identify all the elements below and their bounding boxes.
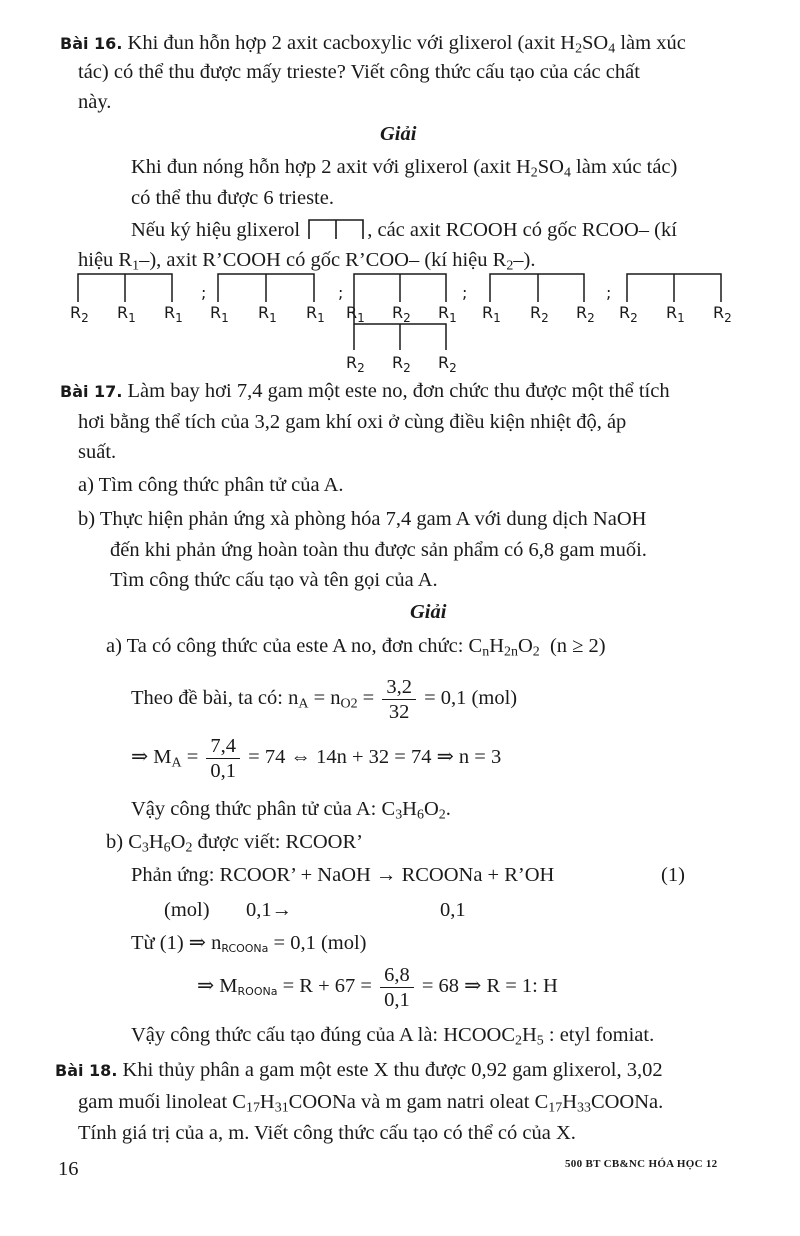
- diagram-g4-1: $R_2$: [530, 303, 549, 325]
- equation-molar-mass: ⇒ $M_A$ = $\frac{7,4}{0,1}$ = 74 ⇔ 14n + 32 = 74 ⇒ n = 3: [131, 734, 502, 782]
- diagram-g5-0: $R_2$: [619, 303, 638, 325]
- problem-18-line-1: Bài 18. Khi thủy phân a gam một este X thu được 0,92 gam glixerol, 3,02: [55, 1059, 663, 1081]
- molecular-formula-line: Vậy công thức phân tử của A: $C_3H_6O_2$.: [131, 798, 451, 823]
- problem-16-label: Bài 16.: [60, 34, 123, 53]
- mol-label: (mol): [164, 899, 210, 921]
- diagram-g6-2: $R_2$: [438, 353, 457, 375]
- fraction-mass: $\frac{7,4}{0,1}$: [206, 734, 240, 783]
- problem-17-line-2: hơi bằng thể tích của 3,2 gam khí oxi ở cùng điều kiện nhiệt độ, áp: [78, 411, 627, 433]
- problem-17-part-b-2: đến khi phản ứng hoàn toàn thu được sản phẩm có 6,8 gam muối.: [110, 539, 647, 561]
- diagram-g1-2: $R_1$: [164, 303, 183, 325]
- problem-17-line-1: Bài 17. Làm bay hơi 7,4 gam một este no, đơn chức thu được một thể tích: [60, 380, 670, 402]
- diagram-sep-1: ;: [201, 283, 207, 302]
- mol-value-1: 0,1→: [246, 899, 293, 921]
- solution-17-heading: Giải: [410, 601, 447, 623]
- fraction-salt: $\frac{6,8}{0,1}$: [380, 963, 414, 1012]
- problem-17-part-b-1: b) Thực hiện phản ứng xà phòng hóa 7,4 gam A với dung dịch NaOH: [78, 508, 647, 530]
- book-title: 500 BT CB&NC HÓA HỌC 12: [565, 1158, 718, 1170]
- problem-16-line-3: này.: [78, 91, 112, 113]
- reaction-line: Phản ứng: RCOOR’ + NaOH → RCOONa + R’OH: [131, 864, 555, 886]
- diagram-g4-0: $R_1$: [482, 303, 501, 325]
- diagram-sep-3: ;: [462, 283, 468, 302]
- diagram-g2-1: $R_1$: [258, 303, 277, 325]
- diagram-sep-4: ;: [606, 283, 612, 302]
- solution-16-line-1: Khi đun nóng hỗn hợp 2 axit với glixerol (axit $H_2SO_4$ làm xúc tác): [131, 156, 678, 181]
- mol-value-2: 0,1: [440, 899, 466, 921]
- problem-17-label: Bài 17.: [60, 382, 123, 401]
- diagram-labels: [70, 283, 732, 375]
- reaction-number: (1): [661, 864, 685, 886]
- problem-16-line-2: tác) có thể thu được mấy trieste? Viết công thức cấu tạo của các chất: [78, 61, 640, 83]
- problem-16-line-1: Bài 16. Khi đun hỗn hợp 2 axit cacboxylic với glixerol (axit $H_2SO_4$ làm xúc: [60, 32, 686, 57]
- problem-18-line-3: Tính giá trị của a, m. Viết công thức cấu tạo có thể có của X.: [78, 1122, 576, 1144]
- problem-18-line-2: gam muối linoleat $C_{17}H_{31}COONa$ và m gam natri oleat $C_{17}H_{33}COONa$.: [78, 1091, 664, 1116]
- glixerol-symbol: [305, 217, 367, 239]
- equation-moles: Theo đề bài, ta có: $n_A = n_{O2}$ = $\frac{3,2}{32}$ = 0,1 (mol): [131, 675, 518, 723]
- diagram-g3-1: $R_2$: [392, 303, 411, 325]
- problem-18-label: Bài 18.: [55, 1061, 118, 1080]
- solution-16-line-4: hiệu $R_1-$), axit R’COOH có gốc R’COO– (kí hiệu $R_2-$).: [78, 249, 536, 274]
- problem-17-part-a: a) Tìm công thức phân tử của A.: [78, 474, 344, 496]
- diagram-g3-0: $R_1$: [346, 303, 365, 325]
- solution-17a-line: a) Ta có công thức của este A no, đơn chức: $C_nH_{2n}O_2$ (n ≥ 2): [106, 635, 606, 660]
- solution-16-line-3: Nếu ký hiệu glixerol , các axit RCOOH có gốc RCOO– (kí: [131, 219, 677, 241]
- solution-16-line-2: có thể thu được 6 trieste.: [131, 187, 334, 209]
- diagram-g3-2: $R_1$: [438, 303, 457, 325]
- problem-17-line-3: suất.: [78, 441, 117, 463]
- solution-16-heading: Giải: [380, 123, 417, 145]
- moles-salt-line: Từ (1) ⇒ $n_{RCOONa} = 0,1$ (mol): [131, 932, 367, 955]
- page-number: 16: [58, 1158, 79, 1180]
- fraction-moles: $\frac{3,2}{32}$: [382, 675, 416, 724]
- diagram-g1-1: $R_1$: [117, 303, 136, 325]
- diagram-g5-2: $R_2$: [713, 303, 732, 325]
- problem-17-part-b-3: Tìm công thức cấu tạo và tên gọi của A.: [110, 569, 438, 591]
- diagram-g2-0: $R_1$: [210, 303, 229, 325]
- diagram-g2-2: $R_1$: [306, 303, 325, 325]
- diagram-g1-0: $R_2$: [70, 303, 89, 325]
- diagram-g4-2: $R_2$: [576, 303, 595, 325]
- diagram-sep-2: ;: [338, 283, 344, 302]
- conclusion-line: Vậy công thức cấu tạo đúng của A là: $HCOOC_2H_5$ : etyl fomiat.: [131, 1024, 655, 1049]
- solution-17b-line: b) $C_3H_6O_2$ được viết: RCOOR’: [106, 831, 363, 856]
- diagram-g6-1: $R_2$: [392, 353, 411, 375]
- equation-r-group: ⇒ $M_{ROONa} = R + 67$ = $\frac{6,8}{0,1}$ = 68 ⇒ R = 1: H: [197, 963, 558, 1011]
- diagram-g5-1: $R_1$: [666, 303, 685, 325]
- trieste-diagram: [0, 268, 800, 378]
- diagram-g6-0: $R_2$: [346, 353, 365, 375]
